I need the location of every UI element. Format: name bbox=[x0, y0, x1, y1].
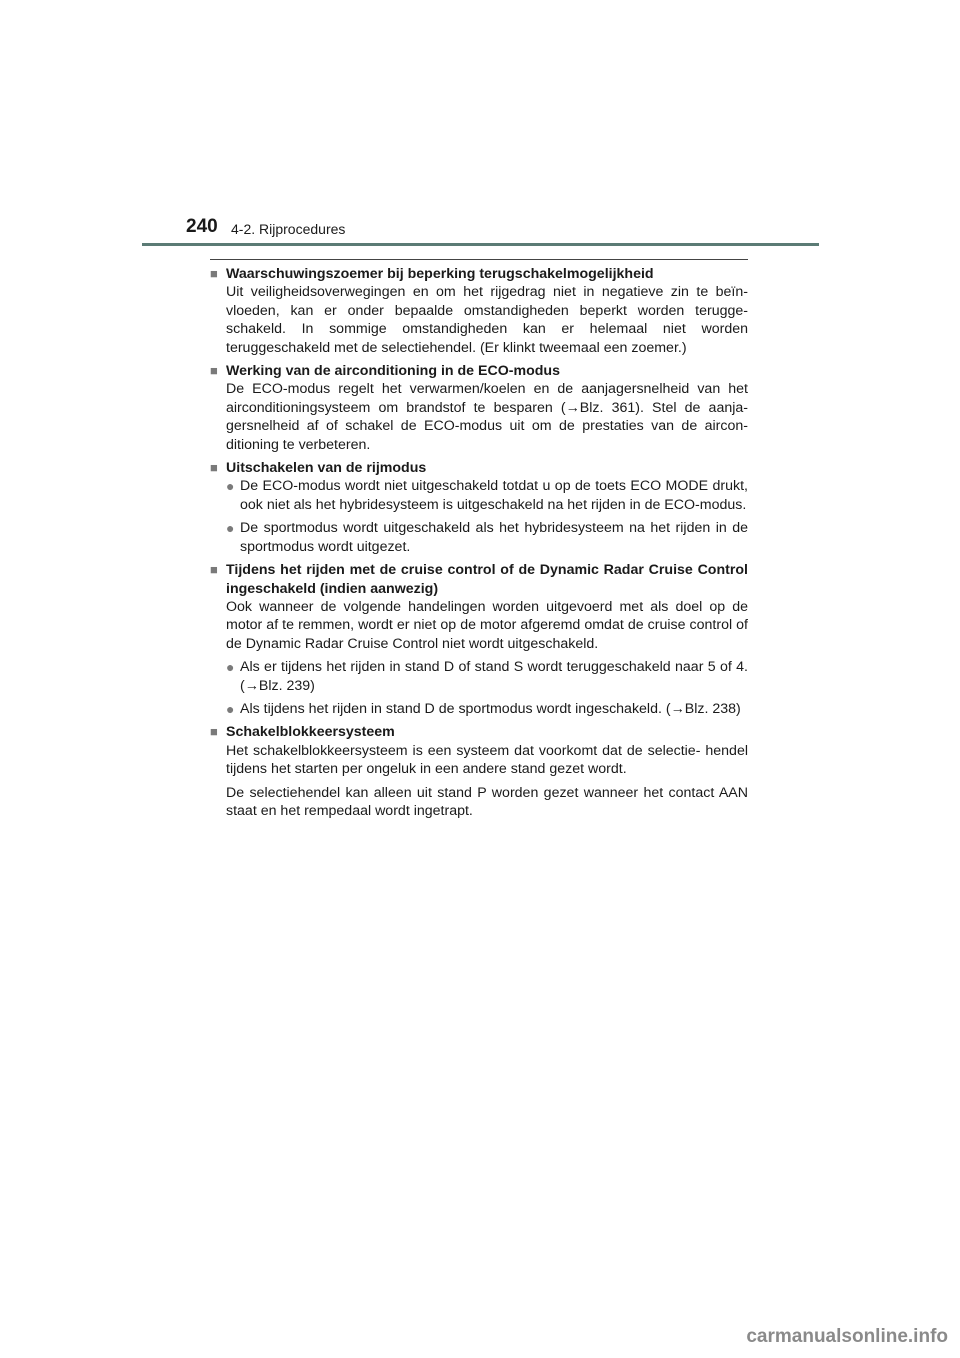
square-marker-icon: ■ bbox=[210, 266, 218, 281]
chapter-title: 4-2. Rijprocedures bbox=[231, 221, 346, 237]
heading-text: Tijdens het rijden met de cruise control of de Dynamic Radar Cruise Control ingeschakeld (indien aanwezig) bbox=[226, 562, 748, 597]
bullet-text: De sportmodus wordt uitgeschakeld als het hybridesysteem na het rijden in de sportmodus wordt uitgezet. bbox=[240, 520, 748, 555]
square-marker-icon: ■ bbox=[210, 724, 218, 740]
bullet-dot-icon: ● bbox=[226, 478, 235, 495]
section-cruise-control bbox=[210, 561, 748, 718]
paragraph: Uit veiligheidsoverwegingen en om het rijgedrag niet in negatieve zin te beïn- vloeden, kan er onder bepaalde omstandigheden beperkt worden terugge- schakeld. In sommige omstandigheden kan er helemaal niet worden teruggeschakeld met de selectiehendel. (Er klinkt tweemaal een zoemer.) bbox=[226, 284, 748, 356]
watermark-text: carmanualsonline.info bbox=[746, 1326, 948, 1347]
bullet-text: Als er tijdens het rijden in stand D of stand S wordt teruggeschakeld naar 5 of 4. (→Blz. 239) bbox=[240, 659, 748, 694]
bullet-item bbox=[226, 700, 748, 718]
bullet-item bbox=[226, 477, 748, 514]
square-marker-icon: ■ bbox=[210, 363, 218, 379]
bullet-dot-icon: ● bbox=[226, 700, 235, 717]
heading-text: Uitschakelen van de rijmodus bbox=[226, 460, 427, 477]
bullet-text: Als tijdens het rijden in stand D de sportmodus wordt ingeschakeld. (→Blz. 238) bbox=[240, 700, 741, 717]
section-heading bbox=[210, 561, 748, 598]
square-marker-icon: ■ bbox=[210, 562, 218, 578]
section-shift-warning-buzzer bbox=[210, 265, 748, 357]
paragraph: De ECO-modus regelt het verwarmen/koelen en de aanjagersnelheid van het airconditioningsysteem om brandstof te besparen (→Blz. 361). Stel de aanja- gersnelheid af of schakel de ECO-modus uit om de prestaties van de aircon- ditioning te verbeteren. bbox=[226, 381, 748, 453]
section-shift-lock-system bbox=[210, 723, 748, 820]
content-body bbox=[210, 265, 748, 825]
section-heading bbox=[210, 362, 748, 380]
section-heading bbox=[210, 723, 748, 741]
square-marker-icon: ■ bbox=[210, 460, 218, 476]
bullet-item bbox=[226, 519, 748, 556]
paragraph: De selectiehendel kan alleen uit stand P worden gezet wanneer het contact AAN staat en het rempedaal wordt ingetrapt. bbox=[226, 784, 748, 819]
bullet-item bbox=[226, 658, 748, 695]
header-rule bbox=[142, 243, 819, 246]
heading-text: Werking van de airconditioning in de ECO-modus bbox=[226, 363, 560, 380]
content-rule bbox=[210, 259, 748, 260]
section-eco-airconditioning bbox=[210, 362, 748, 454]
heading-text: Schakelblokkeersysteem bbox=[226, 724, 395, 741]
section-heading bbox=[210, 459, 748, 477]
heading-text: Waarschuwingszoemer bij beperking terugschakelmogelijkheid bbox=[226, 266, 654, 282]
paragraph: Het schakelblokkeersysteem is een systeem dat voorkomt dat de selectie- hendel tijdens het starten per ongeluk in een andere stand gezet wordt. bbox=[226, 742, 748, 778]
section-heading bbox=[210, 265, 748, 283]
section-drive-mode-off bbox=[210, 459, 748, 556]
paragraph: Ook wanneer de volgende handelingen worden uitgevoerd met als doel op de motor af te remmen, wordt er niet op de motor afgeremd omdat de cruise control of de Dynamic Radar Cruise Control niet wordt uitgeschakeld. bbox=[226, 598, 748, 652]
bullet-dot-icon: ● bbox=[226, 520, 235, 537]
page-number: 240 bbox=[186, 216, 218, 237]
bullet-text: De ECO-modus wordt niet uitgeschakeld totdat u op de toets ECO MODE drukt, ook niet als het hybridesysteem is uitgeschakeld na het rijden in de ECO-modus. bbox=[240, 478, 748, 513]
bullet-dot-icon: ● bbox=[226, 659, 235, 676]
